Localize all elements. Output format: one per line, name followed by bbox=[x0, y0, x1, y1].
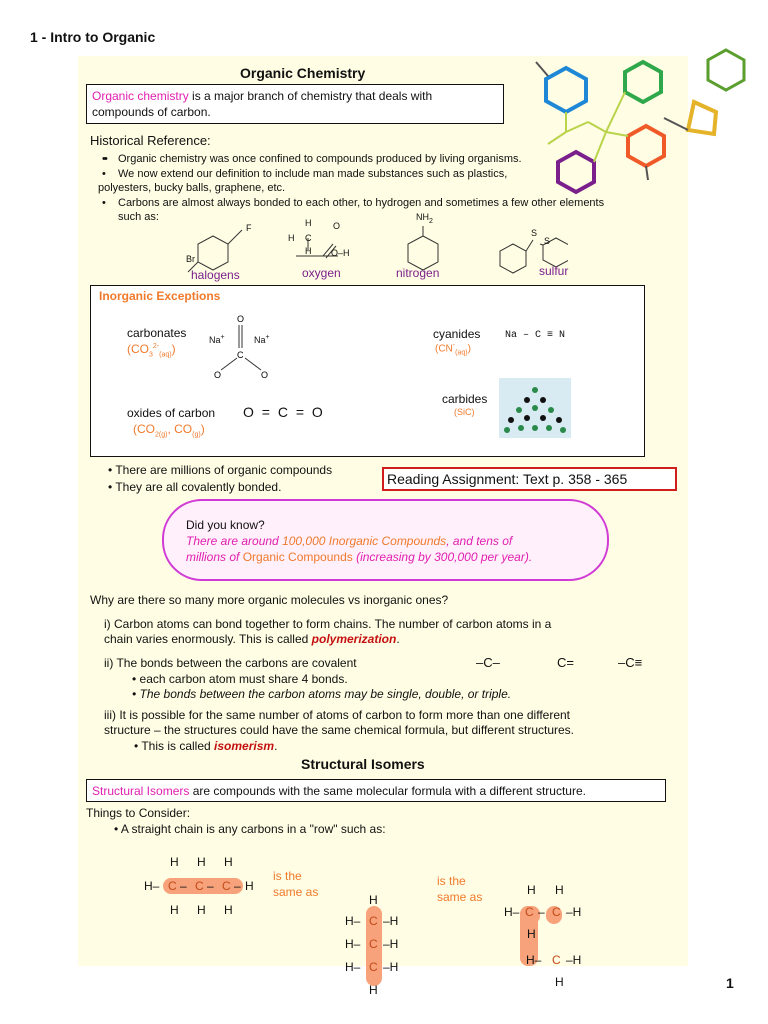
carbides-formula: (SiC) bbox=[454, 407, 475, 417]
reason-i-line-1: i) Carbon atoms can bond together to form chains. The number of carbon atoms in a bbox=[104, 617, 552, 631]
svg-text:H: H bbox=[555, 883, 564, 897]
svg-text:–: – bbox=[538, 905, 545, 919]
carbonates-formula: $(CO_3^{2-}_{(aq)})$ bbox=[127, 342, 176, 359]
historical-bullet-3-cont: such as: bbox=[118, 211, 159, 223]
svg-text:H–: H– bbox=[345, 937, 361, 951]
things-to-consider: Things to Consider: bbox=[86, 806, 191, 820]
bullet-dot: • bbox=[102, 153, 106, 165]
svg-text:C: C bbox=[369, 937, 378, 951]
inorganic-heading: Inorganic Exceptions bbox=[99, 289, 221, 303]
sulfur-atom: S bbox=[531, 228, 538, 238]
svg-text:–: – bbox=[234, 879, 241, 893]
definition-text: is a major branch of chemistry that deals with bbox=[188, 89, 433, 103]
svg-text:–H: –H bbox=[383, 960, 399, 974]
structural-isomers-title: Structural Isomers bbox=[301, 756, 425, 772]
single-bond: –C– bbox=[476, 655, 500, 670]
svg-text:H–: H– bbox=[345, 914, 361, 928]
did-you-know-heading: Did you know? bbox=[186, 518, 265, 532]
svg-text:H–: H– bbox=[526, 953, 542, 967]
svg-text:H: H bbox=[369, 893, 378, 907]
svg-text:H: H bbox=[170, 855, 179, 869]
h-atom: H bbox=[305, 246, 312, 256]
svg-text:H: H bbox=[170, 903, 179, 917]
bromine-label: Br bbox=[186, 254, 195, 264]
fact-bullet-1: • There are millions of organic compounds bbox=[108, 463, 333, 477]
reason-i-line-2: chain varies enormously. This is called polymerization. bbox=[104, 632, 400, 646]
did-you-know-line-2: millions of Organic Compounds (increasing by 300,000 per year). bbox=[186, 550, 533, 564]
sodium-ion: Na+ bbox=[254, 334, 270, 345]
svg-text:O: O bbox=[261, 370, 269, 380]
nh2-label: $NH_2$ bbox=[416, 212, 433, 225]
reason-ii-bullet-1: • each carbon atom must share 4 bonds. bbox=[132, 672, 348, 686]
fact-bullet-2: • They are all covalently bonded. bbox=[108, 480, 282, 494]
svg-text:O: O bbox=[214, 370, 222, 380]
oxides-label: oxides of carbon bbox=[127, 406, 216, 420]
svg-text:H: H bbox=[245, 879, 254, 893]
svg-text:C: C bbox=[369, 914, 378, 928]
svg-text:–: – bbox=[207, 879, 214, 893]
historical-heading: Historical Reference: bbox=[90, 133, 211, 148]
svg-text:O: O bbox=[237, 314, 245, 324]
double-bond: C= bbox=[557, 655, 574, 670]
reason-iii-bullet: • This is called isomerism. bbox=[134, 739, 278, 753]
svg-text:H: H bbox=[527, 927, 536, 941]
svg-text:C: C bbox=[369, 960, 378, 974]
sodium-ion: Na+ bbox=[209, 334, 225, 345]
reason-iii-line-2: structure – the structures could have the same chemical formula, but different structures. bbox=[104, 723, 574, 737]
svg-text:–H: –H bbox=[566, 905, 582, 919]
definition-box bbox=[86, 84, 504, 124]
carbonates-label: carbonates bbox=[127, 326, 187, 340]
svg-text:H–: H– bbox=[504, 905, 520, 919]
h-atom: H bbox=[288, 233, 295, 243]
carbonate-structure bbox=[201, 310, 281, 380]
reason-iii-line-1: iii) It is possible for the same number of atoms of carbon to form more than one different bbox=[104, 708, 571, 722]
svg-text:C: C bbox=[552, 953, 561, 967]
reading-assignment: Reading Assignment: Text p. 358 - 365 bbox=[387, 471, 628, 487]
reading-assignment-box bbox=[382, 467, 677, 491]
page-header: 1 - Intro to Organic bbox=[30, 29, 156, 45]
definition-line-1 bbox=[92, 89, 432, 103]
svg-text:–: – bbox=[180, 879, 187, 893]
note-sheet bbox=[78, 56, 688, 997]
reason-ii-bullet-2: • The bonds between the carbon atoms may be single, double, or triple. bbox=[132, 687, 512, 701]
h-atom: H bbox=[305, 218, 312, 228]
straight-chain-bullet: • A straight chain is any carbons in a "row" such as: bbox=[114, 822, 386, 836]
svg-text:H: H bbox=[555, 975, 564, 989]
historical-bullet-3: Carbons are almost always bonded to each other, to hydrogen and sometimes a few other elements bbox=[118, 197, 605, 209]
cyanides-label: cyanides bbox=[433, 327, 481, 341]
svg-text:–H: –H bbox=[383, 937, 399, 951]
definition-line-2: compounds of carbon. bbox=[92, 105, 211, 119]
molecule-art bbox=[518, 48, 748, 208]
same-as-label-1b: same as bbox=[273, 885, 319, 899]
historical-bullet-1: Organic chemistry was once confined to compounds produced by living organisms. bbox=[118, 153, 522, 165]
nitrogen-label: nitrogen bbox=[396, 266, 440, 280]
svg-text:C: C bbox=[195, 879, 204, 893]
svg-text:–H: –H bbox=[383, 914, 399, 928]
fluorine-label: F bbox=[246, 223, 252, 233]
bullet-dot: • bbox=[102, 168, 106, 180]
o-atom: O bbox=[333, 221, 341, 231]
definition-term: Organic chemistry bbox=[92, 89, 189, 103]
page-title: Organic Chemistry bbox=[240, 65, 366, 81]
svg-text:C: C bbox=[237, 350, 244, 360]
svg-text:–H: –H bbox=[566, 953, 582, 967]
svg-text:H: H bbox=[369, 983, 378, 997]
same-as-label-1: is the bbox=[273, 869, 302, 883]
carbides-label: carbides bbox=[442, 392, 488, 406]
svg-text:H–: H– bbox=[345, 960, 361, 974]
reason-ii: ii) The bonds between the carbons are covalent bbox=[104, 656, 357, 670]
did-you-know-line-1: There are around 100,000 Inorganic Compounds, and tens of bbox=[186, 534, 513, 548]
svg-text:H–: H– bbox=[144, 879, 160, 893]
carbide-lattice-image bbox=[499, 378, 571, 438]
svg-text:H: H bbox=[197, 855, 206, 869]
halogens-label: halogens bbox=[191, 268, 240, 282]
historical-bullet-2-cont: polyesters, bucky balls, graphene, etc. bbox=[98, 182, 286, 194]
cyanides-formula: $(CN^-_{(aq)})$ bbox=[435, 342, 471, 357]
c-atom: C bbox=[305, 233, 312, 243]
svg-text:C: C bbox=[222, 879, 231, 893]
svg-text:C: C bbox=[552, 905, 561, 919]
structural-isomers-def-box bbox=[86, 779, 666, 802]
historical-bullet-2: We now extend our definition to include man made substances such as plastics, bbox=[118, 168, 508, 180]
svg-text:H: H bbox=[197, 903, 206, 917]
svg-text:C: C bbox=[168, 879, 177, 893]
svg-text:H: H bbox=[527, 883, 536, 897]
sulfur-atom: S bbox=[544, 236, 551, 246]
did-you-know-cloud bbox=[162, 499, 609, 581]
svg-text:C: C bbox=[525, 905, 534, 919]
straight-chain-diagrams bbox=[138, 826, 638, 1016]
triple-bond: –C≡ bbox=[618, 655, 643, 670]
structural-isomers-def: Structural Isomers are compounds with the same molecular formula with a different structure. bbox=[92, 784, 586, 798]
co2-structure: O = C = O bbox=[243, 404, 325, 420]
bullet-dot: • bbox=[102, 197, 106, 209]
same-as-label-2b: same as bbox=[437, 890, 483, 904]
svg-text:H: H bbox=[224, 855, 233, 869]
oxides-formula: ($CO_{2(g)}$, $CO_{(g)}$) bbox=[133, 422, 205, 439]
cyanide-structure: Na – C ≡ N bbox=[505, 330, 566, 341]
oxygen-label: oxygen bbox=[302, 266, 341, 280]
sulfur-label: sulfur bbox=[539, 264, 569, 278]
why-question: Why are there so many more organic molecules vs inorganic ones? bbox=[90, 593, 449, 607]
oh-group: O–H bbox=[331, 248, 350, 258]
page-number: 1 bbox=[726, 975, 734, 991]
svg-text:H: H bbox=[224, 903, 233, 917]
inorganic-exceptions-box bbox=[90, 285, 645, 457]
same-as-label-2: is the bbox=[437, 874, 466, 888]
